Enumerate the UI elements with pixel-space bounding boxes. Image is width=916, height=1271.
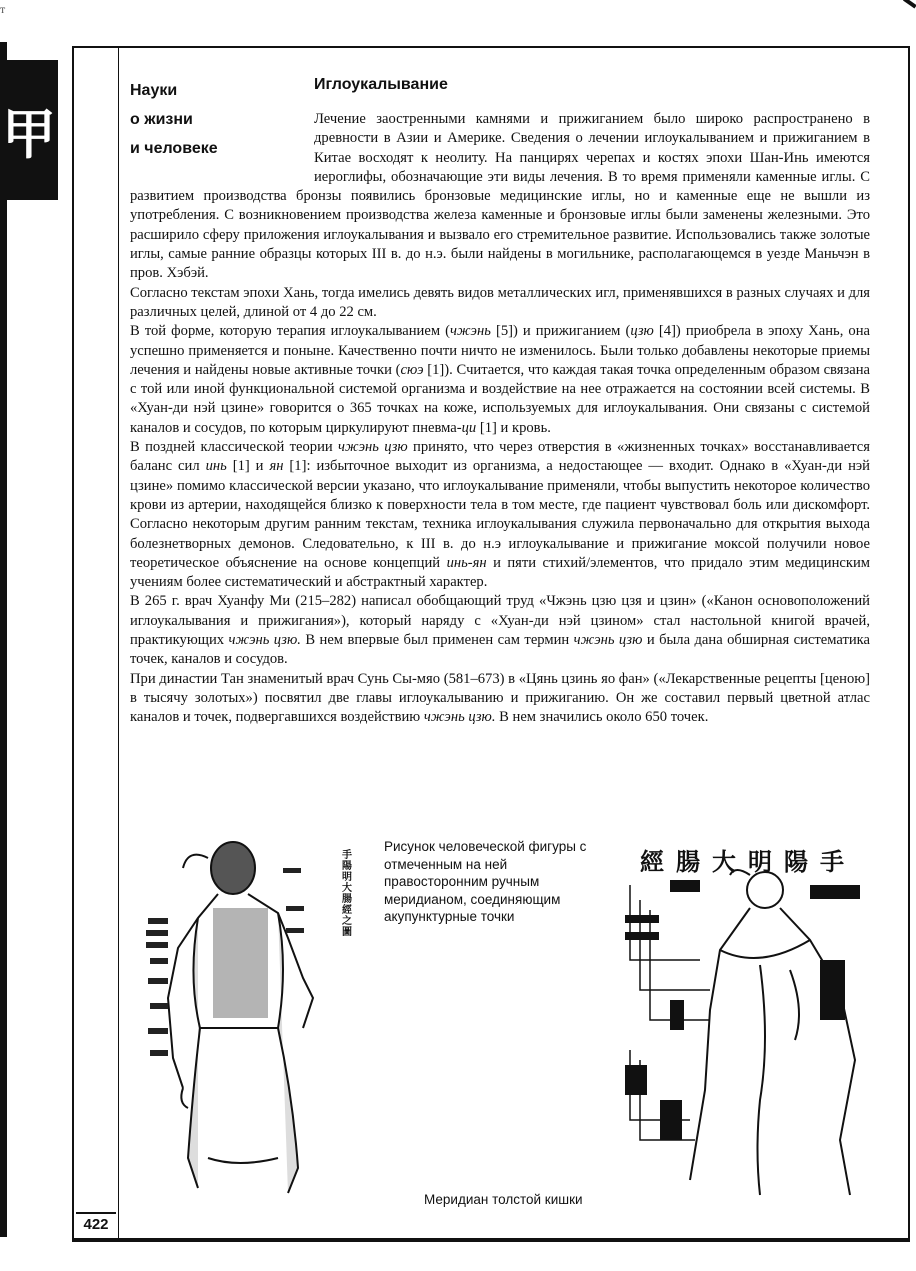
corner-tick: т: [0, 2, 6, 16]
paragraph-2: Согласно текстам эпохи Хань, тогда имелись девять видов металлических игл, применявшихся в разных случаях и для различных целей, длиной от 4 до 22 см.: [130, 284, 870, 320]
paragraph-5: В 265 г. врач Хуанфу Ми (215–282) написал обобщающий труд «Чжэнь цзю цзя и цзин» («Канон основоположений иглоукалывания и прижигания»), который наряду с «Хуан-ди нэй цзином» стал настольной книгой врачей, практикующих чжэнь цзю. В нем впервые был применен сам термин чжэнь цзю и была дана обширная систематика точек, каналов и сосудов.: [130, 593, 870, 668]
bottom-rule: [72, 1238, 910, 1242]
article-body: [130, 110, 870, 728]
corner-mark: [897, 0, 916, 17]
section-label-line-1: Науки: [130, 82, 178, 99]
paragraph-4: В поздней классической теории чжэнь цзю принято, что через отверстия в «жизненных точках» восстанавливается баланс сил инь [1] и ян [1]: избыточное выходит из организма, а недостающее — входит. Однако в «Хуан-ди нэй цзине» помимо классической версии указано, что иглоукалывание применяли, чтобы выпустить некоторое количество крови из артерии, находящейся близко к поверхности тела в том месте, где пациент чувствовал боль или дискомфорт. Согласно некоторым другим ранним текстам, техника иглоукалывания служила первоначально для открытия выхода болезнетворных демонов. Следовательно, к III в. до н.э иглоукалывание и прижигание моксой получили новое теоретическое объяснение на основе концепций инь-ян и пяти стихий/элементов, что придало этим медицинским учениям более систематический и абстрактный характер.: [130, 439, 870, 591]
paragraph-1: Лечение заостренными камнями и прижиганием было широко распространено в древности в Азии и Америке. Сведения о лечении иглоукалыванием и прижиганием в Китае восходят к неолиту. На панцирях черепах и костях эпохи Шан-Инь имеются иероглифы, обозначающие эти виды лечения. В то время применяли каменные иглы. С развитием производства бронзы появились бронзовые медицинские иглы, но и каменные еще не вышли из употребления. С возникновением производства железа каменные и бронзовые иглы были заменены железными. Это расширило сферу приложения иглоукалывания и вызвало его стремительное развитие. Использовались также золотые иглы, самые ранние образцы которых III в. до н.э. были найдены в могильнике, располагающемся в уезде Маньчэн в пров. Хэбэй.: [130, 111, 870, 282]
left-margin-rule: [0, 42, 7, 1237]
section-label-line-3: и человеке: [130, 140, 218, 157]
inner-margin-rule: [118, 48, 119, 1238]
left-figure-vertical-title: 手陽明大腸經之圖: [342, 850, 352, 938]
paragraph-6: При династии Тан знаменитый врач Сунь Сы-мяо (581–673) в «Цянь цзинь яо фан» («Лекарственные рецепты [ценою] в тысячу золотых») посвятил две главы иглоукалыванию и прижиганию. Он же составил первый цветной атлас каналов и точек, подвергавшихся воздействию чжэнь цзю. В нем значились около 650 точек.: [130, 670, 870, 726]
article-heading: Иглоукалывание: [314, 76, 448, 93]
figure-bottom-caption: Меридиан толстой кишки: [424, 1192, 583, 1207]
left-acupuncture-figure: [128, 828, 378, 1200]
section-label-line-2: о жизни: [130, 111, 193, 128]
right-meridian-figure: [610, 840, 880, 1205]
right-figure-title: 經腸大明陽手: [640, 850, 856, 876]
page-number: 422: [76, 1212, 116, 1236]
figure-caption: Рисунок человеческой фигуры с отмеченным на ней правосторонним ручным меридианом, соединяющим акупунктурные точки: [384, 839, 587, 924]
paragraph-3: В той форме, которую терапия иглоукалыванием (чжэнь [5]) и прижиганием (цзю [4]) приобрела в эпоху Хань, она успешно применяется и поныне. Качественно почти ничто не изменилось. Были только добавлены некоторые приемы лечения и найдены новые активные точки (сюэ [1]). Считается, что каждая такая точка определенным образом связана с той или иной функциональной системой организма и воздействие на нее отражается на состоянии всей системы. В «Хуан-ди нэй цзине» говорится о 365 точках на коже, используемых для иглоукалывания. Они связаны с системой каналов и сосудов, по которым циркулируют пневма-ци [1] и кровь.: [130, 323, 871, 436]
text-wrap-spacer: [130, 110, 314, 187]
chapter-tab: 甲: [0, 60, 58, 200]
